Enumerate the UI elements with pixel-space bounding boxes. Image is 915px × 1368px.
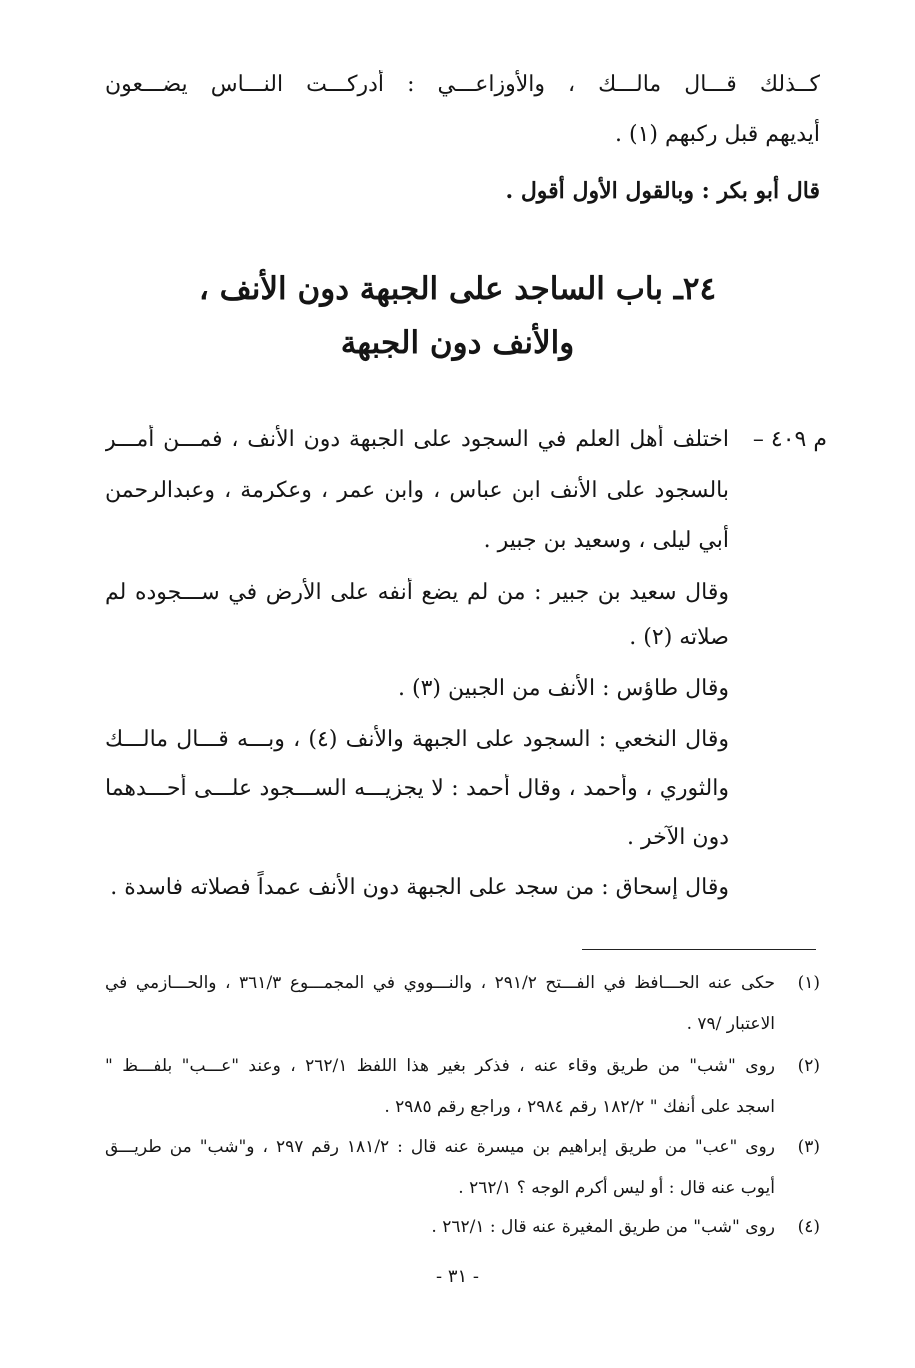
footnote-1-line-2: الاعتبار /٧٩ . [686, 1014, 775, 1034]
footnote-2-number: (٢) [797, 1056, 820, 1076]
top-text-line-2: أيديهم قبل ركبهم (١) . [615, 122, 820, 147]
chapter-heading-line-2: والأنف دون الجبهة [340, 325, 575, 361]
footnote-4-line-1: روى "شب" من طريق المغيرة عنه قال : ٢٦٢/١ . [431, 1217, 775, 1237]
footnote-2-line-1: روى "شب" من طريق وقاء عنه ، فذكر بغير هذا اللفظ ٢٦٢/١ ، وعند "عـــب" بلفـــظ " [105, 1056, 775, 1076]
entry-line-9: دون الآخر . [627, 825, 729, 850]
footnote-separator [582, 949, 816, 950]
footnote-2-line-2: اسجد على أنفك " ١٨٢/٢ رقم ٢٩٨٤ ، وراجع رقم ٢٩٨٥ . [384, 1097, 775, 1117]
top-text-line-1: كــذلك قـــال مالـــك ، والأوزاعـــي : أدركـــت النـــاس يضـــعون [105, 72, 820, 97]
entry-line-2: بالسجود على الأنف ابن عباس ، وابن عمر ، وعكرمة ، وعبدالرحمن [105, 478, 729, 503]
entry-line-7: وقال النخعي : السجود على الجبهة والأنف (٤) ، وبـــه قـــال مالـــك [105, 727, 729, 752]
page-number: - ٣١ - [436, 1266, 479, 1287]
footnote-3-line-1: روى "عب" من طريق إبراهيم بن ميسرة عنه قال : ١٨١/٢ رقم ٢٩٧ ، و"شب" من طريـــق [105, 1137, 775, 1157]
chapter-heading-line-1: ٢٤ـ باب الساجد على الجبهة دون الأنف ، [198, 271, 717, 307]
footnote-1-line-1: حكى عنه الحـــافظ في الفـــتح ٢٩١/٢ ، والنـــووي في المجمـــوع ٣٦١/٣ ، والحـــازمي في [105, 973, 775, 993]
entry-line-5: صلاته (٢) . [629, 625, 729, 650]
author-statement: قال أبو بكر : وبالقول الأول أقول . [505, 178, 820, 204]
footnote-4-number: (٤) [797, 1217, 820, 1237]
footnote-3-number: (٣) [797, 1137, 820, 1157]
entry-line-1: اختلف أهل العلم في السجود على الجبهة دون الأنف ، فمـــن أمـــر [105, 427, 729, 452]
footnote-3-line-2: أيوب عنه قال : أو ليس أكرم الوجه ؟ ٢٦٢/١ . [458, 1178, 775, 1198]
entry-line-6: وقال طاؤس : الأنف من الجبين (٣) . [397, 676, 729, 701]
entry-line-8: والثوري ، وأحمد ، وقال أحمد : لا يجزيـــه الســـجود علـــى أحـــدهما [105, 776, 729, 801]
footnote-1-number: (١) [797, 973, 820, 993]
entry-line-10: وقال إسحاق : من سجد على الجبهة دون الأنف عمداً فصلاته فاسدة . [110, 875, 729, 900]
entry-line-4: وقال سعيد بن جبير : من لم يضع أنفه على الأرض في ســـجوده لم [105, 580, 729, 605]
entry-number: م ٤٠٩ – [752, 427, 827, 452]
entry-line-3: أبي ليلى ، وسعيد بن جبير . [483, 528, 729, 553]
